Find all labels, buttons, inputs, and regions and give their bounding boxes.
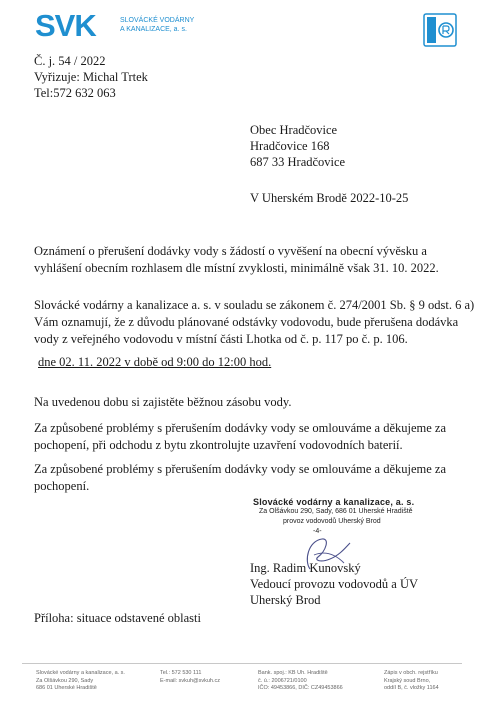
reference-block — [34, 53, 148, 101]
footer-contact — [160, 670, 220, 685]
footer-street: Za Olšávkou 290, Sady — [36, 677, 94, 684]
footer-bank-name: Bank. spoj.: KB Uh. Hradiště — [258, 670, 328, 676]
attachment-note: Příloha: situace odstavené oblasti — [34, 611, 201, 625]
water-supply-notice: Na uvedenou dobu si zajistěte běžnou zásobu vody. — [34, 395, 292, 409]
footer-phone: Tel.: 572 530 111 — [160, 670, 202, 676]
signature-block — [250, 560, 418, 608]
announcement-line3: vody z veřejného vodovodu v místní části Lhotka od č. p. 117 po č. p. 106. — [34, 332, 408, 346]
handled-by: Vyřizuje: Michal Trtek — [34, 70, 148, 84]
apology-2-line1: Za způsobené problémy s přerušením dodávky vody se omlouváme a děkujeme za — [34, 462, 447, 476]
announcement-line2: Vám oznamují, že z důvodu plánované odstávky vodovodu, bude přerušena dodávka — [34, 315, 459, 329]
stamp-title: Slovácké vodárny a kanalizace, a. s. — [253, 497, 415, 507]
footer-registry-line3: oddíl B, č. vložky 1164 — [384, 685, 439, 691]
notice-line1: Oznámení o přerušení dodávky vody s žádostí o vyvěšení na obecní vývěsku a — [34, 244, 427, 258]
footer-company — [36, 670, 125, 693]
notice-paragraph — [34, 243, 439, 277]
footer-account: č. ú.: 2006721/0100 — [258, 677, 307, 684]
company-stamp — [253, 497, 414, 537]
footer-registry-line2: Krajský soud Brno, — [384, 677, 431, 684]
footer-ids: IČO: 49453866, DIČ: CZ49453866 — [258, 685, 343, 691]
signatory-location: Uherský Brod — [250, 593, 321, 607]
recipient-line2: Hradčovice 168 — [250, 139, 330, 153]
footer-city: 686 01 Uherské Hradiště — [36, 685, 97, 691]
logo-sub-line2: A KANALIZACE, a. s. — [120, 26, 187, 33]
announcement-paragraph — [34, 297, 474, 348]
apology-1-line2: pochopení, při odchodu z bytu zkontrolujte uzavření vodovodních baterií. — [34, 438, 403, 452]
recipient-line3: 687 33 Hradčovice — [250, 155, 346, 169]
notice-line2: vyhlášení obecním rozhlasem dle místní zvyklosti, minimálně však 31. 10. 2022. — [34, 261, 439, 275]
signatory-name: Ing. Radim Kunovský — [250, 561, 361, 575]
stamp-line2: provoz vodovodů Uherský Brod — [283, 518, 381, 525]
stamp-line3: -4- — [313, 528, 322, 535]
apology-2-line2: pochopení. — [34, 479, 90, 493]
recipient-line1: Obec Hradčovice — [250, 123, 338, 137]
footer-company-name: Slovácké vodárny a kanalizace, a. s. — [36, 670, 125, 676]
outage-date-line: dne 02. 11. 2022 v době od 9:00 do 12:00 hod. — [38, 355, 272, 369]
company-logo-subtitle — [120, 16, 194, 34]
recipient-address — [250, 122, 345, 170]
apology-1-line1: Za způsobené problémy s přerušením dodávky vody se omlouváme a děkujeme za — [34, 421, 447, 435]
logo-sub-line1: SLOVÁCKÉ VODÁRNY — [120, 17, 195, 24]
phone-number: Tel:572 632 063 — [34, 86, 116, 100]
reference-number: Č. j. 54 / 2022 — [34, 54, 106, 68]
footer-bank — [258, 670, 343, 693]
signatory-role: Vedoucí provozu vodovodů a ÚV — [250, 577, 419, 591]
apology-paragraph-2 — [34, 461, 446, 495]
company-logo: SVK — [35, 8, 96, 43]
announcement-line1: Slovácké vodárny a kanalizace a. s. v souladu se zákonem č. 274/2001 Sb. § 9 odst. 6 a) — [34, 298, 475, 312]
apology-paragraph-1 — [34, 420, 446, 454]
place-date: V Uherském Brodě 2022-10-25 — [250, 191, 409, 205]
footer-registry — [384, 670, 439, 693]
stamp-line1: Za Olšávkou 290, Sady, 686 01 Uherské Hradiště — [259, 508, 413, 515]
footer-divider — [22, 663, 462, 664]
footer-email: E-mail: svkuh@svkuh.cz — [160, 677, 220, 684]
certification-badge-icon — [423, 13, 457, 47]
footer-registry-line1: Zápis v obch. rejstříku — [384, 670, 438, 676]
